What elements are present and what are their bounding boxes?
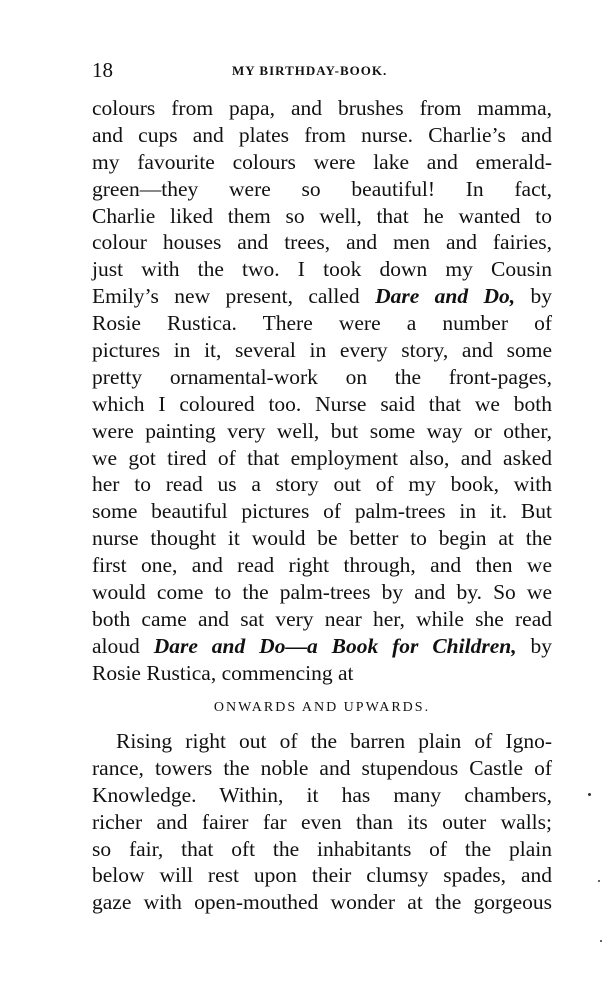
print-speck <box>600 940 602 942</box>
section-heading: ONWARDS AND UPWARDS. <box>213 700 431 715</box>
text-line: were painting very well, but some way or other, <box>92 418 552 443</box>
text-line: just with the two. I took down my Cousin <box>92 257 552 282</box>
page-number: 18 <box>92 58 113 82</box>
text-segment: by <box>530 633 552 658</box>
section-paragraph <box>92 728 552 916</box>
text-line: some beautiful pictures of palm-trees in it. But <box>92 499 552 524</box>
text-line: my favourite colours were lake and emerald- <box>92 149 552 174</box>
text-line: gaze with open-mouthed wonder at the gorgeous <box>92 890 552 915</box>
text-line: which I coloured too. Nurse said that we both <box>92 391 552 416</box>
text-line: would come to the palm-trees by and by. So we <box>92 580 552 605</box>
text-line: colours from papa, and brushes from mamma, <box>92 96 552 120</box>
text-line: Knowledge. Within, it has many chambers, <box>92 782 552 807</box>
text-line-with-title <box>92 633 552 660</box>
running-title: MY BIRTHDAY-BOOK. <box>232 63 388 78</box>
text-line-with-title <box>92 283 552 310</box>
text-line: Rosie Rustica, commencing at <box>92 660 354 685</box>
text-line: so fair, that oft the inhabitants of the plain <box>92 836 552 861</box>
book-title: Dare and Do—a Book for Children, <box>153 633 517 658</box>
text-line: Rising right out of the barren plain of Igno- <box>116 729 552 753</box>
text-line: rance, towers the noble and stupendous Castle of <box>92 755 552 780</box>
text-line: pictures in it, several in every story, and some <box>92 338 552 363</box>
page-header <box>92 58 552 84</box>
text-line: Charlie liked them so well, that he wanted to <box>92 203 552 228</box>
print-speck <box>598 880 600 882</box>
text-line: pretty ornamental-work on the front-pages, <box>92 364 552 389</box>
text-line: and cups and plates from nurse. Charlie’s and <box>92 122 552 147</box>
text-line: nurse thought it would be better to begin at the <box>92 526 552 551</box>
text-line: richer and fairer far even than its outer walls; <box>92 809 552 834</box>
text-line: both came and sat very near her, while she read <box>92 606 552 631</box>
text-line: below will rest upon their clumsy spades, and <box>92 863 552 888</box>
text-line: green—they were so beautiful! In fact, <box>92 176 552 201</box>
body-paragraph <box>92 95 552 687</box>
text-segment: aloud <box>92 633 140 658</box>
text-line: we got tired of that employment also, and asked <box>92 445 552 470</box>
text-line: colour houses and trees, and men and fairies, <box>92 230 552 255</box>
text-line: Rosie Rustica. There were a number of <box>92 311 552 336</box>
text-line: her to read us a story out of my book, with <box>92 472 552 497</box>
text-segment: by <box>530 284 553 309</box>
print-speck <box>588 793 591 796</box>
text-segment: Emily’s new present, called <box>92 284 360 309</box>
book-title: Dare and Do, <box>375 284 516 309</box>
text-line: first one, and read right through, and then we <box>92 553 552 578</box>
